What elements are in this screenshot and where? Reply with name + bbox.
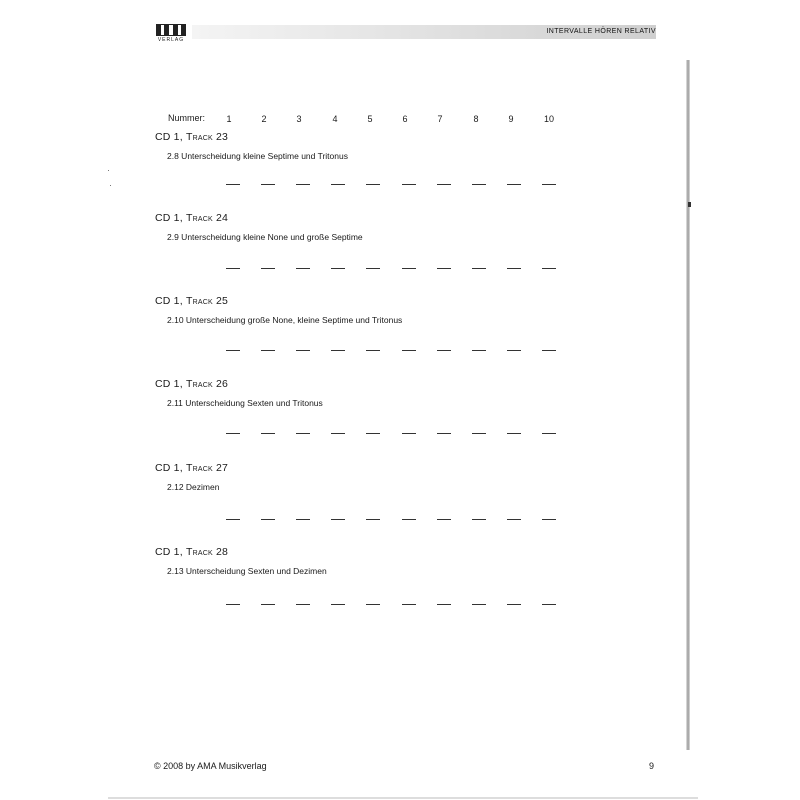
answer-blank[interactable] (437, 184, 451, 185)
copyright-notice: © 2008 by AMA Musikverlag (154, 761, 267, 771)
answer-blank[interactable] (296, 604, 310, 605)
number-5: 5 (367, 114, 373, 124)
exercise-section (155, 212, 675, 292)
track-heading (155, 212, 228, 224)
answer-blank[interactable] (472, 268, 486, 269)
answer-blanks (226, 433, 626, 435)
page-edge-shadow (686, 60, 690, 750)
answer-blank[interactable] (507, 519, 521, 520)
scan-speck (108, 170, 109, 171)
publisher-logo (156, 24, 186, 43)
answer-blank[interactable] (331, 184, 345, 185)
exercise-title: 2.10 Unterscheidung große None, kleine Septime und Tritonus (167, 315, 403, 325)
answer-blank[interactable] (296, 268, 310, 269)
exercise-section (155, 378, 675, 458)
page-number: 9 (649, 761, 655, 771)
answer-blank[interactable] (472, 350, 486, 351)
answer-blank[interactable] (331, 268, 345, 269)
cd-label: CD 1, (155, 295, 183, 307)
answer-blank[interactable] (402, 519, 416, 520)
answer-blank[interactable] (472, 184, 486, 185)
answer-blank[interactable] (226, 604, 240, 605)
answer-blank[interactable] (437, 604, 451, 605)
number-6: 6 (402, 114, 408, 124)
answer-blank[interactable] (261, 433, 275, 434)
answer-blank[interactable] (296, 519, 310, 520)
answer-blank[interactable] (366, 433, 380, 434)
cd-label: CD 1, (155, 212, 183, 224)
answer-blank[interactable] (402, 184, 416, 185)
answer-blank[interactable] (296, 350, 310, 351)
scan-speck (110, 185, 111, 186)
answer-blank[interactable] (331, 519, 345, 520)
track-label: Track 25 (185, 295, 229, 307)
answer-blank[interactable] (437, 350, 451, 351)
track-heading (155, 462, 228, 474)
page-edge-mark (688, 202, 691, 207)
track-label: Track 23 (185, 131, 229, 143)
answer-blank[interactable] (261, 268, 275, 269)
answer-blank[interactable] (226, 268, 240, 269)
answer-blank[interactable] (542, 519, 556, 520)
exercise-section (155, 295, 675, 375)
answer-blank[interactable] (402, 433, 416, 434)
exercise-title: 2.8 Unterscheidung kleine Septime und Tritonus (167, 151, 348, 161)
header-band (192, 25, 656, 39)
exercise-title: 2.13 Unterscheidung Sexten und Dezimen (167, 566, 327, 576)
answer-blank[interactable] (507, 184, 521, 185)
exercise-title: 2.12 Dezimen (167, 482, 220, 492)
answer-blank[interactable] (507, 268, 521, 269)
number-1: 1 (226, 114, 232, 124)
numbering-label: Nummer: (168, 113, 206, 123)
answer-blank[interactable] (226, 350, 240, 351)
track-heading (155, 295, 228, 307)
answer-blank[interactable] (437, 433, 451, 434)
track-heading (155, 546, 228, 558)
answer-blanks (226, 604, 626, 606)
answer-blanks (226, 350, 626, 352)
answer-blank[interactable] (366, 350, 380, 351)
exercise-section (155, 131, 675, 211)
answer-blank[interactable] (507, 604, 521, 605)
exercise-section (155, 462, 675, 542)
chapter-title: INTERVALLE HÖREN RELATIV (546, 28, 656, 35)
cd-label: CD 1, (155, 462, 183, 474)
answer-blank[interactable] (261, 184, 275, 185)
answer-blanks (226, 519, 626, 521)
answer-blanks (226, 268, 626, 270)
answer-blank[interactable] (261, 519, 275, 520)
answer-blank[interactable] (542, 268, 556, 269)
answer-blank[interactable] (226, 184, 240, 185)
answer-blank[interactable] (542, 433, 556, 434)
track-label: Track 24 (185, 212, 229, 224)
answer-blank[interactable] (226, 519, 240, 520)
answer-blank[interactable] (366, 268, 380, 269)
answer-blank[interactable] (366, 604, 380, 605)
answer-blank[interactable] (331, 604, 345, 605)
answer-blank[interactable] (226, 433, 240, 434)
answer-blank[interactable] (542, 350, 556, 351)
track-heading (155, 131, 228, 143)
answer-blank[interactable] (331, 433, 345, 434)
answer-blank[interactable] (261, 604, 275, 605)
answer-blank[interactable] (472, 433, 486, 434)
cd-label: CD 1, (155, 131, 183, 143)
number-10: 10 (543, 114, 554, 124)
cd-label: CD 1, (155, 378, 183, 390)
answer-blank[interactable] (542, 604, 556, 605)
answer-blank[interactable] (296, 433, 310, 434)
answer-blanks (226, 184, 626, 186)
answer-blank[interactable] (366, 184, 380, 185)
number-9: 9 (508, 114, 514, 124)
exercise-section (155, 546, 675, 626)
answer-blank[interactable] (472, 604, 486, 605)
number-3: 3 (296, 114, 302, 124)
answer-blank[interactable] (437, 519, 451, 520)
answer-blank[interactable] (542, 184, 556, 185)
answer-blank[interactable] (437, 268, 451, 269)
answer-blank[interactable] (402, 350, 416, 351)
answer-blank[interactable] (296, 184, 310, 185)
answer-blank[interactable] (472, 519, 486, 520)
exercise-title: 2.11 Unterscheidung Sexten und Tritonus (167, 398, 323, 408)
answer-blank[interactable] (507, 350, 521, 351)
number-8: 8 (473, 114, 479, 124)
answer-blank[interactable] (507, 433, 521, 434)
track-label: Track 26 (185, 378, 229, 390)
number-2: 2 (261, 114, 267, 124)
track-label: Track 27 (185, 462, 229, 474)
answer-blank[interactable] (402, 604, 416, 605)
bottom-edge (108, 797, 698, 799)
piano-keys-icon (156, 24, 186, 36)
logo-text: VERLAG (157, 37, 185, 43)
answer-blank[interactable] (366, 519, 380, 520)
track-label: Track 28 (185, 546, 229, 558)
cd-label: CD 1, (155, 546, 183, 558)
exercise-title: 2.9 Unterscheidung kleine None und große Septime (167, 232, 363, 242)
number-7: 7 (437, 114, 443, 124)
answer-blank[interactable] (261, 350, 275, 351)
track-heading (155, 378, 228, 390)
answer-blank[interactable] (331, 350, 345, 351)
answer-blank[interactable] (402, 268, 416, 269)
number-4: 4 (332, 114, 338, 124)
